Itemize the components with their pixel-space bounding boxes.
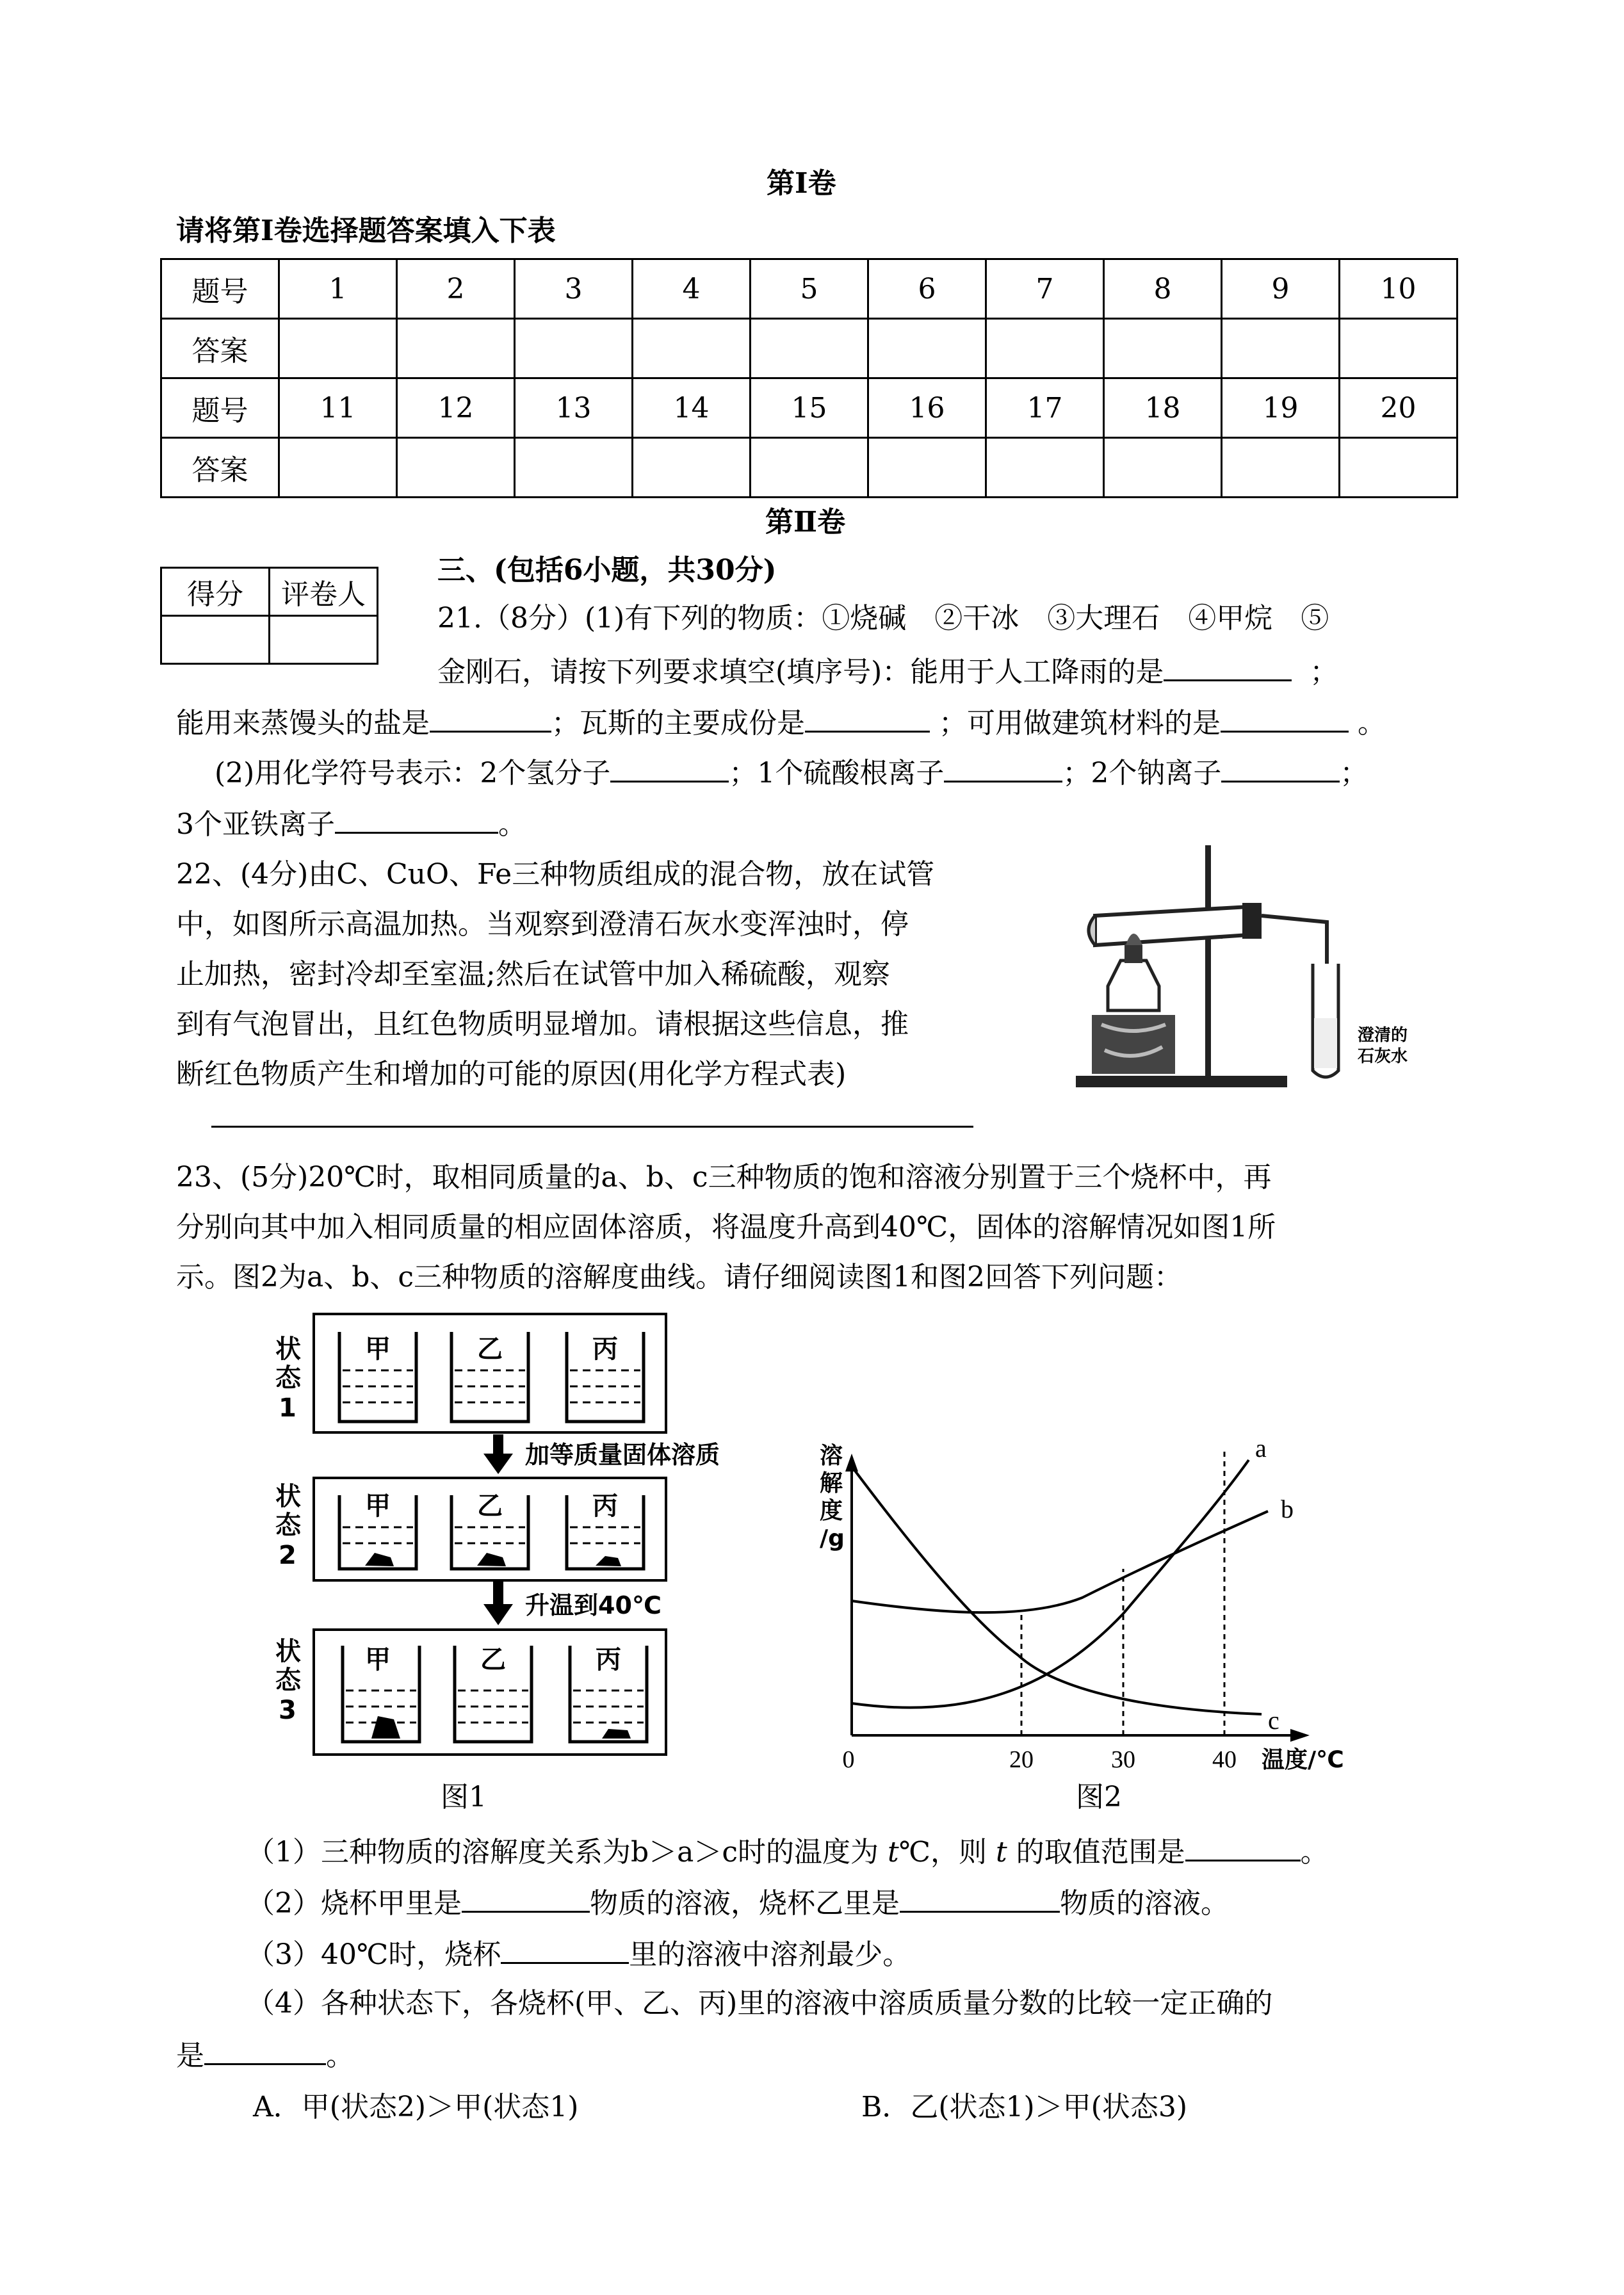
question-number: 7: [986, 259, 1104, 319]
q22-line: 中，如图所示高温加热。当观察到澄清石灰水变浑浊时，停: [176, 908, 909, 941]
question-number: 16: [868, 378, 986, 438]
q23-line: 示。图2为a、b、c三种物质的溶解度曲线。请仔细阅读图1和图2回答下列问题：: [176, 1261, 1183, 1293]
q23-text: ℃，则: [898, 1836, 987, 1869]
beaker-label: 乙: [477, 1491, 503, 1521]
answer-cell[interactable]: [1222, 438, 1340, 498]
table-header-cell: 题号: [161, 378, 279, 438]
q23-text: （3）40℃时，烧杯: [247, 1938, 501, 1971]
q23-text: （1）三种物质的溶解度关系为b＞a＞c时的温度为: [247, 1836, 879, 1869]
x-axis-label: 温度/℃: [1262, 1747, 1344, 1773]
answer-blank[interactable]: [335, 804, 498, 834]
limewater-label-2: 石灰水: [1358, 1046, 1408, 1066]
q22-answer-line[interactable]: [211, 1126, 973, 1128]
q21-line5: [176, 804, 526, 843]
q23-punct: 。: [1300, 1836, 1329, 1869]
q21-line1: 21.（8分）(1)有下列的物质：①烧碱 ②干冰 ③大理石 ④甲烷 ⑤: [437, 602, 1329, 635]
y-axis-label: 溶: [820, 1443, 843, 1469]
curve-b-label: b: [1281, 1495, 1294, 1523]
table-row: [161, 259, 1458, 319]
q23-sub2: [247, 1883, 1229, 1922]
answer-cell[interactable]: [986, 438, 1104, 498]
answer-cell[interactable]: [1340, 438, 1458, 498]
answer-cell[interactable]: [1222, 319, 1340, 378]
answer-cell[interactable]: [986, 319, 1104, 378]
answer-cell[interactable]: [397, 438, 515, 498]
beaker-label: 丙: [592, 1334, 618, 1364]
answer-blank[interactable]: [462, 1883, 590, 1913]
question-number: 12: [397, 378, 515, 438]
q21-punct: 。: [1358, 707, 1386, 740]
q23-line: 23、(5分)20℃时，取相同质量的a、b、c三种物质的饱和溶液分别置于三个烧杯中，再: [176, 1161, 1272, 1194]
option-b: B．乙(状态1)＞甲(状态3): [861, 2091, 1187, 2123]
x-tick-label: 30: [1111, 1746, 1135, 1773]
figure-1-beakers: [263, 1306, 762, 1780]
score-cell[interactable]: [161, 616, 270, 664]
q21-text: ；可用做建筑材料的是: [939, 707, 1221, 740]
down-arrow-icon: [483, 1434, 513, 1474]
question-number: 8: [1104, 259, 1222, 319]
q21-punct: 。: [498, 808, 526, 841]
question-number: 18: [1104, 378, 1222, 438]
question-number: 17: [986, 378, 1104, 438]
answer-cell[interactable]: [515, 319, 633, 378]
q23-text: 是: [176, 2040, 204, 2072]
answer-blank[interactable]: [1221, 752, 1340, 783]
figure-2-caption: 图2: [1076, 1781, 1122, 1813]
q23-text: 物质的溶液。: [1060, 1887, 1229, 1920]
arrow-label: 加等质量固体溶质: [525, 1441, 720, 1469]
q21-line3: [176, 702, 1386, 742]
q23-variable: t: [888, 1836, 899, 1869]
down-arrow-icon: [483, 1582, 513, 1625]
table-row: [161, 378, 1458, 438]
answer-blank[interactable]: [805, 702, 930, 733]
question-number: 14: [633, 378, 751, 438]
y-axis-label: 度: [820, 1498, 843, 1524]
q23-sub4-cont: [176, 2035, 354, 2075]
table-row: [161, 438, 1458, 498]
question-number: 4: [633, 259, 751, 319]
state-label: 态: [275, 1511, 301, 1540]
answer-cell[interactable]: [868, 438, 986, 498]
q23-text: 里的溶液中溶剂最少。: [629, 1938, 911, 1971]
question-number: 13: [515, 378, 633, 438]
question-number: 3: [515, 259, 633, 319]
answer-cell[interactable]: [1340, 319, 1458, 378]
beaker-label: 乙: [480, 1645, 506, 1675]
question-number: 11: [279, 378, 397, 438]
q23-sub4: （4）各种状态下，各烧杯(甲、乙、丙)里的溶液中溶质质量分数的比较一定正确的: [247, 1987, 1273, 2020]
q21-punct: ；: [1310, 656, 1338, 688]
answer-cell[interactable]: [751, 438, 868, 498]
q21-punct: ；: [1340, 757, 1368, 790]
grader-cell[interactable]: [270, 616, 378, 664]
x-tick-label: 20: [1009, 1746, 1034, 1773]
x-tick-label: 0: [842, 1746, 855, 1773]
answer-cell[interactable]: [751, 319, 868, 378]
question-number: 15: [751, 378, 868, 438]
section-heading: 三、(包括6小题，共30分): [437, 554, 777, 587]
answer-cell[interactable]: [279, 438, 397, 498]
arrow-label: 升温到40℃: [525, 1591, 662, 1619]
question-number: 20: [1340, 378, 1458, 438]
question-number: 5: [751, 259, 868, 319]
q22-line: 止加热，密封冷却至室温;然后在试管中加入稀硫酸，观察: [176, 958, 890, 991]
q22-line: 断红色物质产生和增加的可能的原因(用化学方程式表): [176, 1058, 847, 1091]
score-table: [160, 567, 378, 665]
figure-1-caption: 图1: [441, 1781, 487, 1813]
beaker-label: 甲: [365, 1645, 391, 1675]
y-axis-label: 解: [820, 1470, 843, 1496]
q23-punct: 。: [326, 2040, 354, 2072]
heating-apparatus-figure: [1057, 832, 1454, 1095]
q22-line: 到有气泡冒出，且红色物质明显增加。请根据这些信息，推: [176, 1008, 909, 1041]
answer-blank[interactable]: [1221, 702, 1349, 733]
state-label: 状: [275, 1637, 301, 1666]
curve-b: [852, 1511, 1268, 1612]
answer-blank[interactable]: [900, 1883, 1060, 1913]
answer-blank[interactable]: [1185, 1831, 1301, 1861]
answer-blank[interactable]: [204, 2035, 326, 2065]
q23-sub3: [247, 1934, 911, 1974]
figure-2-solubility-chart: [813, 1434, 1390, 1793]
state-label: 态: [275, 1363, 301, 1393]
question-number: 6: [868, 259, 986, 319]
answer-blank[interactable]: [430, 702, 551, 733]
curve-c: [852, 1466, 1262, 1714]
q23-variable: t: [995, 1836, 1007, 1869]
question-number: 10: [1340, 259, 1458, 319]
score-header: 得分: [161, 568, 270, 616]
state-label: 状: [275, 1482, 301, 1511]
state-label: 态: [275, 1666, 301, 1695]
beaker-label: 丙: [596, 1645, 621, 1675]
answer-blank[interactable]: [944, 752, 1062, 783]
part1-title: 第Ⅰ卷: [767, 167, 836, 200]
y-axis-label: /g: [820, 1525, 845, 1552]
answer-cell[interactable]: [868, 319, 986, 378]
state-label: 状: [275, 1334, 301, 1364]
answer-cell[interactable]: [279, 319, 397, 378]
answer-cell[interactable]: [1104, 438, 1222, 498]
table-header-cell: 题号: [161, 259, 279, 319]
q21-line2: [437, 651, 1338, 691]
q21-text: 3个亚铁离子: [176, 808, 335, 841]
beaker-label: 乙: [477, 1334, 503, 1364]
table-row: [161, 319, 1458, 378]
answer-cell[interactable]: [633, 438, 751, 498]
answer-blank[interactable]: [610, 752, 729, 783]
q23-text: 物质的溶液，烧杯乙里是: [590, 1887, 900, 1920]
curve-a: [852, 1460, 1249, 1708]
limewater-label-1: 澄清的: [1358, 1025, 1408, 1044]
q21-line4: [215, 752, 1368, 792]
q21-text: ；2个钠离子: [1062, 757, 1222, 790]
answer-table: [160, 258, 1458, 498]
question-number: 19: [1222, 378, 1340, 438]
answer-blank[interactable]: [501, 1934, 629, 1964]
answer-blank[interactable]: [1164, 651, 1292, 681]
answer-cell[interactable]: [515, 438, 633, 498]
state-label: 1: [279, 1393, 296, 1423]
state-label: 3: [279, 1696, 296, 1725]
table-header-cell: 答案: [161, 319, 279, 378]
question-number: 2: [397, 259, 515, 319]
beaker-label: 甲: [365, 1491, 391, 1521]
table-header-cell: 答案: [161, 438, 279, 498]
question-number: 9: [1222, 259, 1340, 319]
beaker-label: 甲: [365, 1334, 391, 1364]
question-number: 1: [279, 259, 397, 319]
q23-text: （2）烧杯甲里是: [247, 1887, 462, 1920]
beaker-label: 丙: [592, 1491, 618, 1521]
state-label: 2: [279, 1541, 296, 1570]
part2-title: 第Ⅱ卷: [765, 506, 846, 539]
option-a: A．甲(状态2)＞甲(状态1): [253, 2091, 579, 2123]
q21-text: (2)用化学符号表示：2个氢分子: [215, 757, 611, 790]
x-tick-label: 40: [1212, 1746, 1237, 1773]
q21-text: 能用来蒸馒头的盐是: [176, 707, 430, 740]
q21-text: ；瓦斯的主要成份是: [551, 707, 805, 740]
answer-cell[interactable]: [1104, 319, 1222, 378]
curve-a-label: a: [1255, 1434, 1267, 1463]
part1-instruction: 请将第Ⅰ卷选择题答案填入下表: [176, 215, 556, 247]
curve-c-label: c: [1268, 1706, 1279, 1735]
q21-text: 金刚石，请按下列要求填空(填序号)：能用于人工降雨的是: [437, 656, 1164, 688]
q21-text: ；1个硫酸根离子: [729, 757, 945, 790]
q23-sub1: [247, 1831, 1329, 1871]
table-row: [161, 568, 378, 616]
q23-text: 的取值范围是: [1016, 1836, 1185, 1869]
q23-line: 分别向其中加入相同质量的相应固体溶质，将温度升高到40℃，固体的溶解情况如图1所: [176, 1211, 1276, 1244]
q22-line: 22、(4分)由C、CuO、Fe三种物质组成的混合物，放在试管: [176, 858, 935, 891]
grader-header: 评卷人: [270, 568, 378, 616]
table-row: [161, 616, 378, 664]
answer-cell[interactable]: [397, 319, 515, 378]
answer-cell[interactable]: [633, 319, 751, 378]
